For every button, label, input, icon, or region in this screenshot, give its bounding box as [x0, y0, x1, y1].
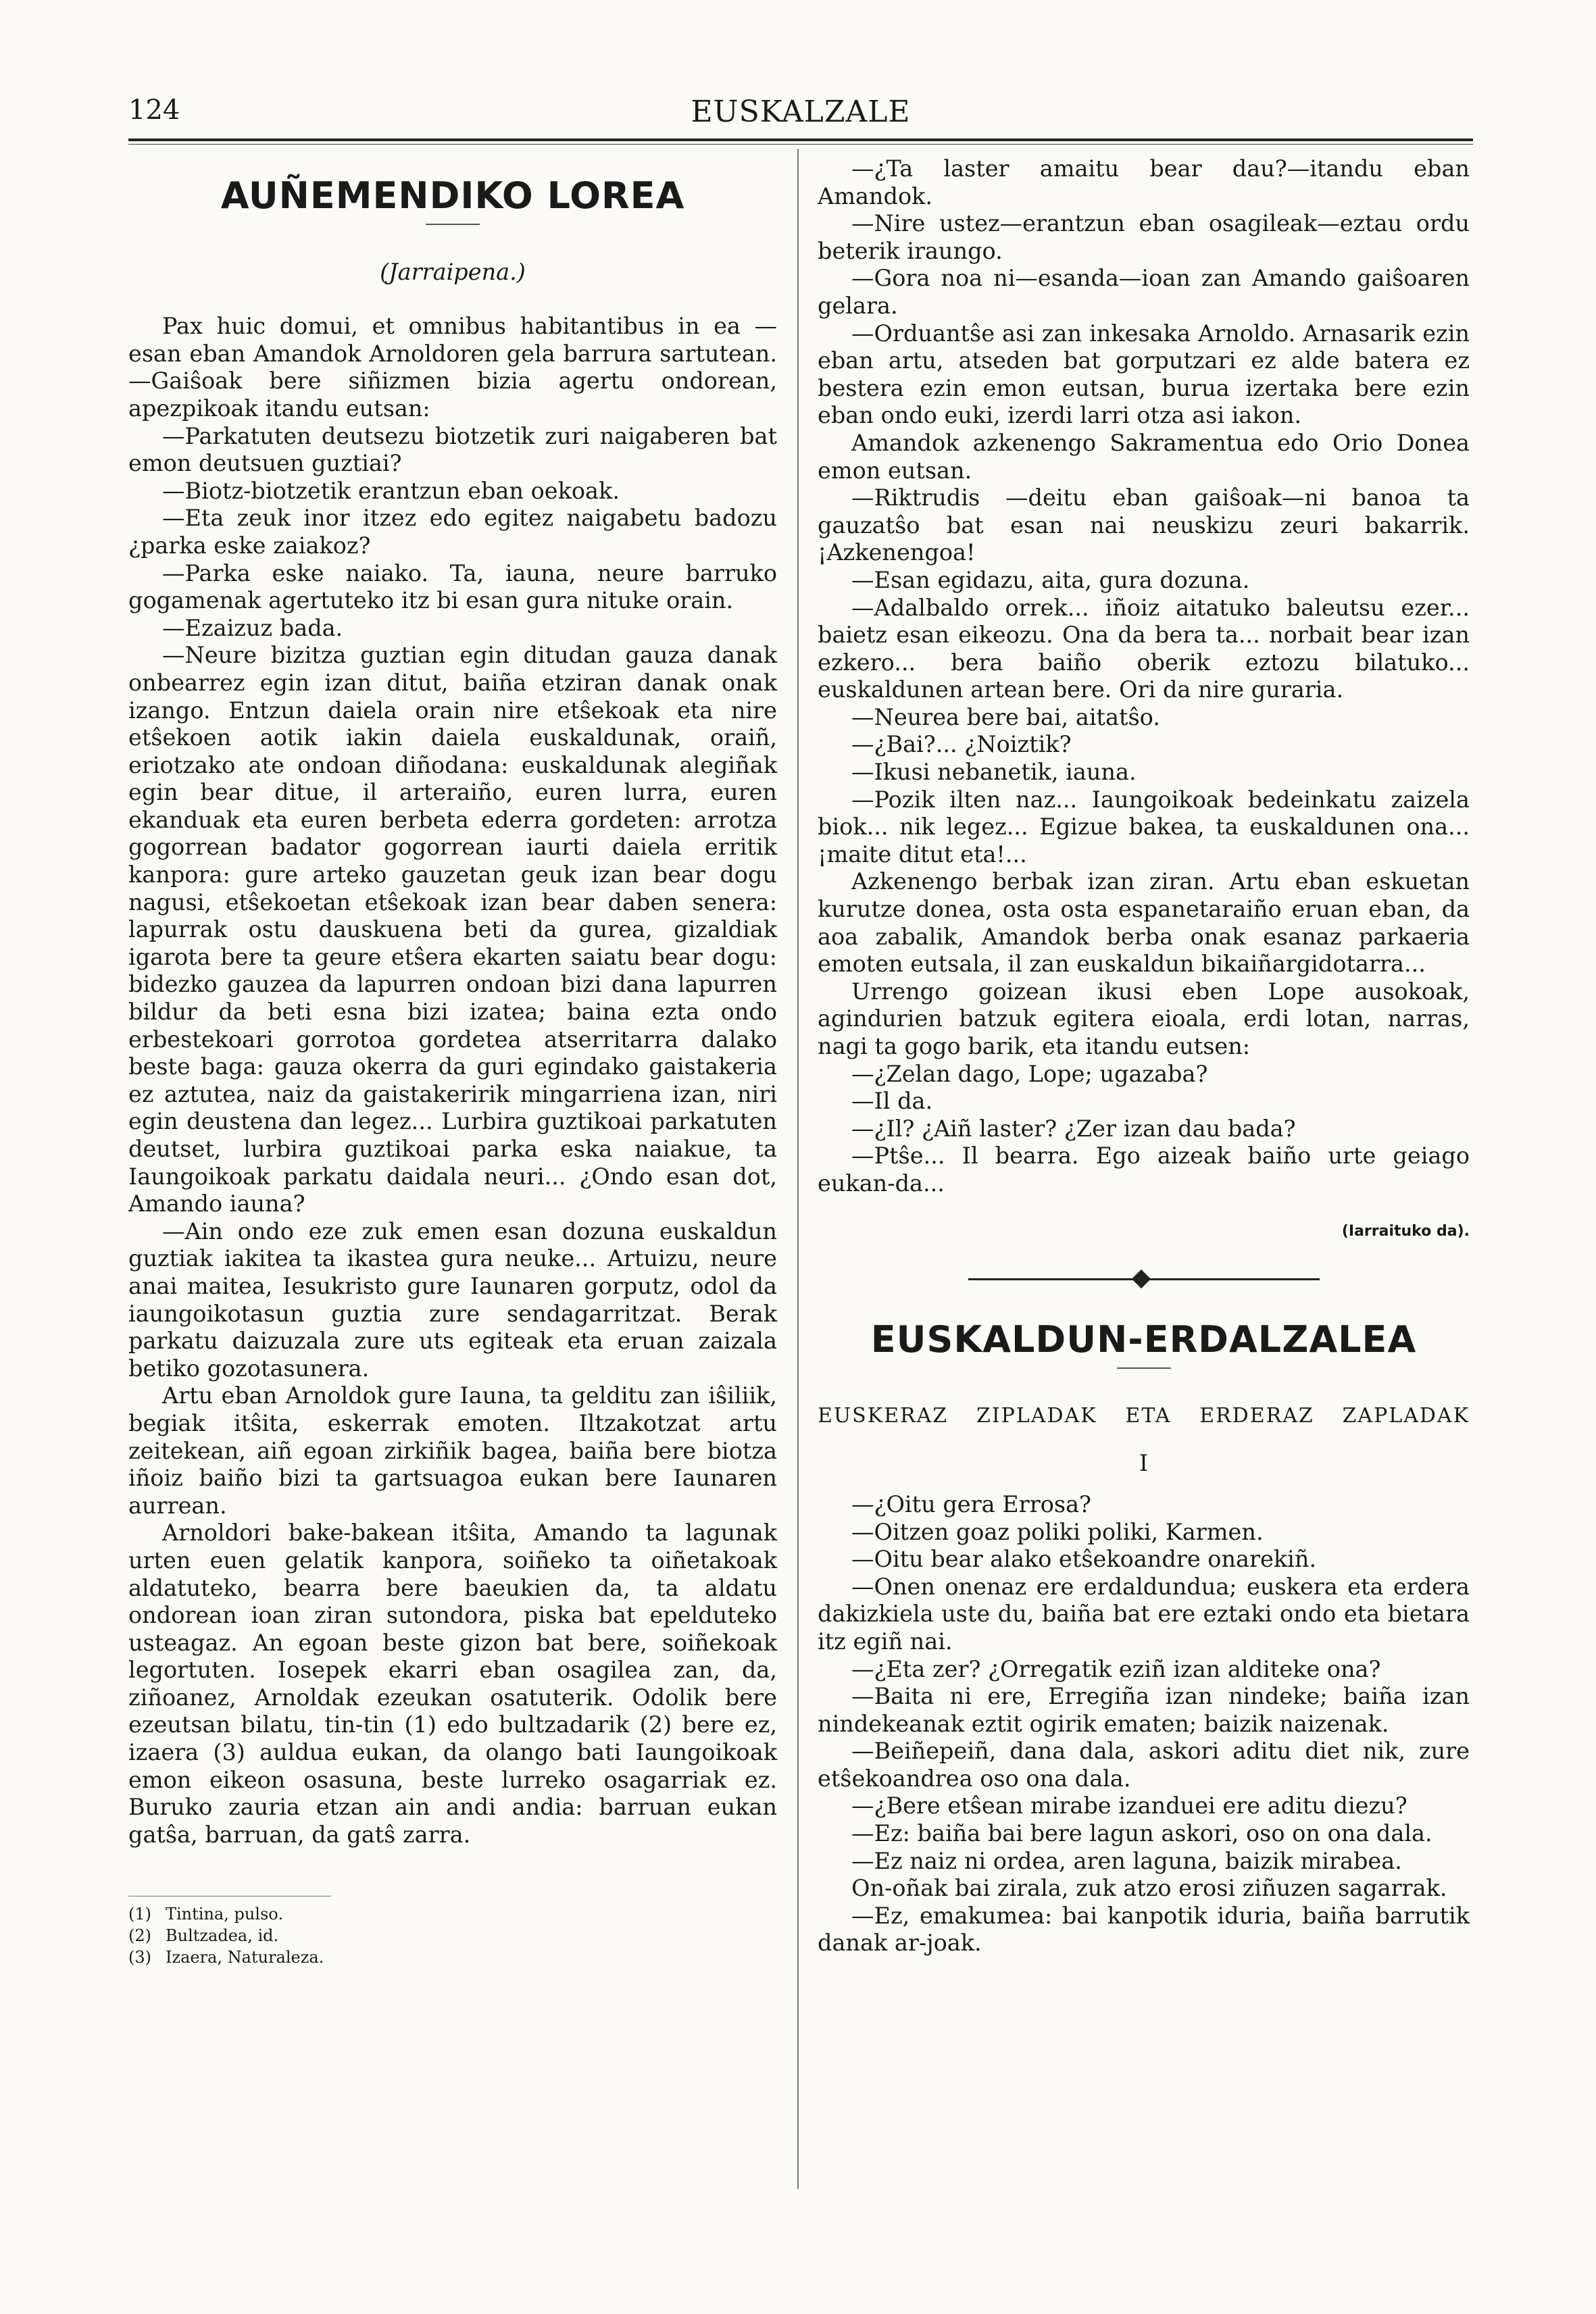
paragraph: Azkenengo berbak izan ziran. Artu eban eskuetan kurutze donea, osta osta espanetaraiño eruan eban, da aoa zabalik, Amandok berba onak esanaz parkaeria emoten eutsala, il zan euskaldun bikaiñargidotarra...: [818, 868, 1470, 978]
left-column: [128, 155, 777, 1968]
paragraph: Arnoldori bake-bakean itŝita, Amando ta lagunak urten euen gelatik kanpora, soiñeko ta oiñetakoak aldatuteko, bearra bere baeukien da, ta aldatu ondorean ioan ziran sutondora, piska bat epelduteko usteagaz. An egoan beste gizon bat bere, soiñekoak legortuten. Iosepek ekarri eban osagilea zan, da, ziñoanez, Arnoldak ezeukan osatuterik. Odolik bere ezeutsan bilatu, tin-tin (1) edo bultzadarik (2) bere ez, izaera (3) auldua eukan, da olango bati Iaungoikoak emon eikeon osasuna, beste lurreko osagarriak ez. Buruko zauria etzan ain andi andia: barruan eukan gatŝa, barruan, da gatŝ zarra.: [128, 1519, 777, 1848]
ornament-divider: [968, 1272, 1320, 1286]
paragraph: —Oitzen goaz poliki poliki, Karmen.: [851, 1518, 1264, 1545]
paragraph: —Ikusi nebanetik, iauna.: [851, 759, 1137, 786]
paragraph: —Neure bizitza guztian egin ditudan gauza danak onbearrez egin izan ditut, baiña etziran danak onak izango. Entzun daiela orain nire etŝekoak eta nire etŝekoen aotik iakin daiela euskaldunak, oraiñ, eriotzako ate ondoan diñodana: euskaldunak alegiñak egin bear ditue, il arteraiño, euren lurra, euren ekanduak eta euren berbeta ederra gordeten: arrotza gogorrean badator gogorrean iaurti daiela erritik kanpora: gure arteko gauzetan geuk izan bear dogu nagusi, etŝekoetan etŝekoak izan bear daben senera: lapurrak ostu dauskuena beti da gurea, gizaldiak igarota bere ta geure etŝera ekarten saiatu bear dogu: bidezko gauzea da lapurren ondoan bizi dana lapurren bildur da beti esna bizi izatea; baina ezta ondo erbestekoari gorrotoa gordetea atserritarra dalako beste baga: gauza okerra da guri egindako gaistakeria ez aztutea, naiz da gaistakeririk mingarriena izan, niri egin deustena dan legez... Lurbira guztikoai parkatuten deutset, lurbira guztikoai parka eska naiakue, ta Iaungoikoak parkatu daidala neuri... ¿Ondo esan dot, Amando iauna?: [128, 642, 777, 1217]
header-rule: [128, 139, 1473, 141]
footnote-text: Bultzadea, id.: [166, 1926, 279, 1946]
paragraph: —Orduantŝe asi zan inkesaka Arnoldo. Arnasarik ezin eban artu, atseden bat gorputzari ez alde batera ez bestera ezin emon eutsan, burua izertaka bere ezin eban ondo euki, izerdi larri otza asi iakon.: [818, 320, 1470, 429]
title-rule: [1117, 1367, 1171, 1369]
paragraph: Pax huic domui, et omnibus habitantibus in ea — esan eban Amandok Arnoldoren gela barrura sartutean. —Gaiŝoak bere siñizmen bizia agertu ondorean, apezpikoak itandu eutsan:: [128, 313, 777, 422]
footnote: [128, 1925, 737, 1946]
paragraph: Artu eban Arnoldok gure Iauna, ta gelditu zan iŝiliik, begiak itŝita, eskerrak emoten. Iltzakotzat artu zeitekean, aiñ egoan zirkiñik bagea, baiña bere biotza iñoiz baiño bizi ta gartsuagoa eukan bere Iaunaren aurrean.: [128, 1382, 777, 1519]
paragraph: —¿Zelan dago, Lope; ugazaba?: [851, 1060, 1208, 1087]
running-title: EUSKALZALE: [691, 95, 911, 129]
paragraph: —Gora noa ni—esanda—ioan zan Amando gaiŝoaren gelara.: [818, 265, 1470, 319]
diamond-icon: [1131, 1269, 1150, 1288]
header-rule-thin: [128, 144, 1473, 145]
footnote: [128, 1946, 737, 1968]
page-header: [128, 95, 1473, 135]
right-column: [818, 155, 1470, 1957]
paragraph: —Pozik ilten naz... Iaungoikoak bedeinkatu zaizela biok... nik legez... Egizue bakea, ta euskaldunen ona... ¡maite ditut eta!...: [818, 786, 1470, 867]
article-title: AUÑEMENDIKO LOREA: [220, 174, 685, 217]
paragraph: —¿Oitu gera Errosa?: [851, 1490, 1092, 1517]
chapter-number: I: [1139, 1450, 1149, 1477]
article-subtitle: (Jarraipena.): [380, 258, 526, 285]
paragraph: —¿Bere etŝean mirabe izanduei ere aditu diezu?: [851, 1792, 1407, 1819]
page-number: 124: [128, 95, 180, 126]
paragraph: —Ezaizuz bada.: [162, 614, 343, 641]
paragraph: —Il da.: [851, 1088, 933, 1115]
paragraph: —¿Ta laster amaitu bear dau?—itandu eban Amandok.: [818, 155, 1470, 209]
paragraph: —¿Il? ¿Aiñ laster? ¿Zer izan dau bada?: [851, 1115, 1296, 1142]
paragraph: —Parkatuten deutsezu biotzetik zuri naigaberen bat emon deutsuen guztiai?: [128, 422, 777, 477]
column-divider: [797, 149, 799, 2189]
paragraph: Urrengo goizean ikusi eben Lope ausokoak, agindurien batzuk egitera eioala, erdi lotan, narras, nagi ta gogo barik, eta itandu eutsen:: [818, 978, 1470, 1059]
paragraph: —Ptŝe... Il bearra. Ego aizeak baiño urte geiago eukan-da...: [818, 1142, 1470, 1197]
paragraph: —¿Bai?... ¿Noiztik?: [851, 731, 1072, 758]
paragraph: —Neurea bere bai, aitatŝo.: [851, 703, 1160, 730]
footnote-number: (1): [128, 1905, 151, 1924]
paragraph: —¿Eta zer? ¿Orregatik eziñ izan alditeke ona?: [851, 1655, 1381, 1682]
paragraph: —Oitu bear alako etŝekoandre onarekiñ.: [851, 1546, 1317, 1573]
paragraph: On-oñak bai zirala, zuk atzo erosi ziñuzen sagarrak.: [851, 1875, 1447, 1902]
continued-note: (Iarraituko da).: [1341, 1222, 1470, 1240]
footnotes: [128, 1896, 331, 1968]
section-subtitle: EUSKERAZ ZIPLADAK ETA ERDERAZ ZAPLADAK: [818, 1403, 1470, 1428]
paragraph: —Beiñepeiñ, dana dala, askori aditu diet nik, zure etŝekoandrea oso ona dala.: [818, 1738, 1470, 1792]
footnote-text: Tintina, pulso.: [166, 1905, 283, 1924]
paragraph: —Biotz-biotzetik erantzun eban oekoak.: [162, 477, 620, 504]
title-rule: [426, 224, 480, 225]
footnote-number: (3): [128, 1948, 151, 1967]
paragraph: —Ez, emakumea: bai kanpotik iduria, baiña barrutik danak ar-joak.: [818, 1902, 1470, 1957]
paragraph: —Adalbaldo orrek... iñoiz aitatuko baleutsu ezer... baietz esan eikeozu. Ona da bera ta... norbait bear izan ezkero... bera baiño oberik eztozu bilatuko... euskaldunen artean bere. Ori da nire guraria.: [818, 594, 1470, 703]
paragraph: —Riktrudis —deitu eban gaiŝoak—ni banoa ta gauzatŝo bat esan nai neuskizu zeuri bakarrik. ¡Azkenengoa!: [818, 484, 1470, 566]
paragraph: —Baita ni ere, Erregiña izan nindeke; baiña izan nindekeanak eztit ogirik ematen; baizik naizenak.: [818, 1683, 1470, 1737]
footnote-number: (2): [128, 1926, 151, 1946]
paragraph: —Parka eske naiako. Ta, iauna, neure barruko gogamenak agertuteko itz bi esan gura nituke orain.: [128, 559, 777, 614]
section-title: EUSKALDUN-ERDALZALEA: [870, 1318, 1417, 1361]
paragraph: —Nire ustez—erantzun eban osagileak—eztau ordu beterik iraungo.: [818, 210, 1470, 264]
paragraph: —Ain ondo eze zuk emen esan dozuna euskaldun guztiak iakitea ta ikastea gura neuke... Artuizu, neure anai maitea, Iesukristo gure Iaunaren gorputz, odol da iaungoikotasun guztia zure sendagarritzat. Berak parkatu daizuzala zure uts egiteak eta eruan zaizala betiko gozotasunera.: [128, 1217, 777, 1382]
paragraph: Amandok azkenengo Sakramentua edo Orio Donea emon eutsan.: [818, 429, 1470, 484]
paragraph: —Ez naiz ni ordea, aren laguna, baizik mirabea.: [851, 1847, 1402, 1874]
paragraph: —Ez: baiña bai bere lagun askori, oso on ona dala.: [851, 1820, 1432, 1847]
footnote: [128, 1903, 737, 1925]
paragraph: —Eta zeuk inor itzez edo egitez naigabetu badozu ¿parka eske zaiakoz?: [128, 505, 777, 559]
paragraph: —Esan egidazu, aita, gura dozuna.: [851, 566, 1250, 593]
paragraph: —Onen onenaz ere erdaldundua; euskera eta erdera dakizkiela uste du, baiña bat ere eztaki ondo eta bietara itz egiñ nai.: [818, 1573, 1470, 1655]
footnote-text: Izaera, Naturaleza.: [166, 1948, 324, 1967]
